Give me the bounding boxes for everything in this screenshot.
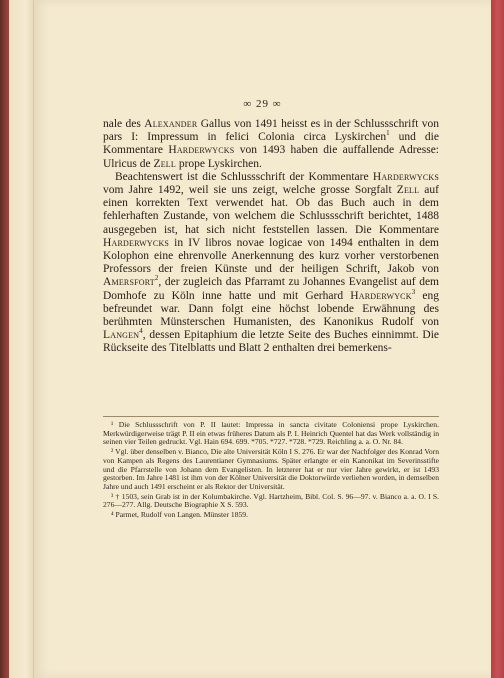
footnote-1: ¹ Die Schlussschrift von P. II lautet: Impressa in sancta civitate Coloniensi prope Lyskirchen. Merkwürdigerweise trägt P. II ein etwas früheres Datum als P. I. Heinrich Quentel hat das Werk vollständig in seinen vier Teilen gedruckt. Vgl. Hain 694. 699. *705. *727. *728. *729. Reichling a. a. O. Nr. 84. bbox=[103, 420, 439, 447]
name-alexander: Alexander bbox=[144, 118, 198, 130]
name-harderwycks: Harderwycks bbox=[103, 236, 170, 249]
footnote-divider bbox=[103, 416, 439, 417]
footnote-3: ³ † 1503, sein Grab ist in der Kolumbakirche. Vgl. Hartzheim, Bibl. Col. S. 96—97. v. Bianco a. a. O. I S. 276—277. Allg. Deutsche Biographie X S. 593. bbox=[103, 491, 439, 510]
text-run: auf einen korrekten Text verwendet hat. Ob das Buch auch in dem fehlerhaften Zustande, von welchem die Schlussschrift berichtet, 1488 ausgegeben ist, hat sich nicht feststellen lassen. Die Kommentare bbox=[103, 184, 439, 236]
footnote-4: ⁴ Parmet, Rudolf von Langen. Münster 1859. bbox=[111, 510, 248, 520]
text-run: Gallus von 1491 heisst es in der Schlussschrift von pars I: Impressum in felici Colonia circa Lyskirchen bbox=[103, 118, 440, 144]
text-run: vom Jahre 1492, weil sie uns zeigt, welche grosse Sorgfalt bbox=[103, 184, 397, 197]
footnote-ref-2: 2 bbox=[154, 274, 159, 283]
name-harderwycks: Harderwycks bbox=[372, 170, 439, 183]
footnote-ref-4: 4 bbox=[139, 327, 143, 336]
text-run: , der zugleich das Pfarramt zu Johannes Evangelist auf dem Domhofe zu Köln inne hatte und mit Gerhard bbox=[103, 276, 439, 302]
main-text bbox=[103, 118, 439, 356]
text-run: in IV libros novae logicae von 1494 enthalten in dem Kolophon eine ehrenvolle Anerkennung des kurz vorher verstorbenen Professors der freien Künste und der heiligen Schrift, Jakob von bbox=[103, 236, 439, 276]
name-amersfort: Amersfort bbox=[103, 276, 155, 289]
text-run: , dessen Epitaphium die letzte Seite des Buches einnimmt. Die Rückseite des Titelblatts und Blatt 2 enthalten drei bemerkens- bbox=[103, 329, 439, 355]
book-spine bbox=[0, 0, 9, 678]
book-page bbox=[34, 0, 491, 678]
name-langen: Langen bbox=[103, 329, 140, 342]
paragraph-1 bbox=[103, 118, 439, 171]
footnote-ref-1: 1 bbox=[386, 129, 390, 138]
text-run: eng befreundet war. Dann folgt eine höchst lobende Erwähnung des berühmten Münsterschen Humanisten, des Kanonikus Rudolf von bbox=[103, 289, 439, 329]
text-run: und die Kommentare bbox=[103, 131, 439, 157]
page-number-header: ∞ 29 ∞ bbox=[243, 98, 282, 110]
name-harderwycks: Harderwycks bbox=[168, 144, 235, 157]
previous-page-edge bbox=[9, 0, 34, 678]
footnotes bbox=[103, 421, 439, 521]
paragraph-2 bbox=[103, 171, 439, 356]
cover-edge bbox=[491, 0, 504, 678]
footnote-2: ² Vgl. über denselben v. Bianco, Die alte Universität Köln I S. 276. Er war der Nachfolger des Konrad Vorn von Kampen als Regens des Laurentianer Gymnasiums. Später erlangte er ein Kanonikat im Severinsstifte und die Pfarrstelle von Johann dem Evangelisten. In letzterer hat er nur vier Jahre gewirkt, er ist 1493 gestorben. Im Jahre 1481 ist ihm von der Kölner Universität die Doktorwürde verliehen worden, in demselben Jahre und auch 1491 erscheint er als Rektor der Universität. bbox=[103, 447, 439, 491]
text-run: von 1493 haben die auffallende Adresse: Ulricus de bbox=[103, 144, 439, 170]
footnote-ref-3: 3 bbox=[411, 287, 416, 296]
name-harderwyck: Harderwyck bbox=[350, 289, 412, 302]
name-zell: Zell bbox=[153, 157, 176, 170]
text-run: prope Lyskirchen. bbox=[175, 157, 262, 170]
text-run: Beachtenswert ist die Schlussschrift der Kommentare bbox=[115, 170, 373, 183]
text-run: nale des bbox=[103, 118, 145, 130]
name-zell: Zell bbox=[396, 184, 420, 197]
